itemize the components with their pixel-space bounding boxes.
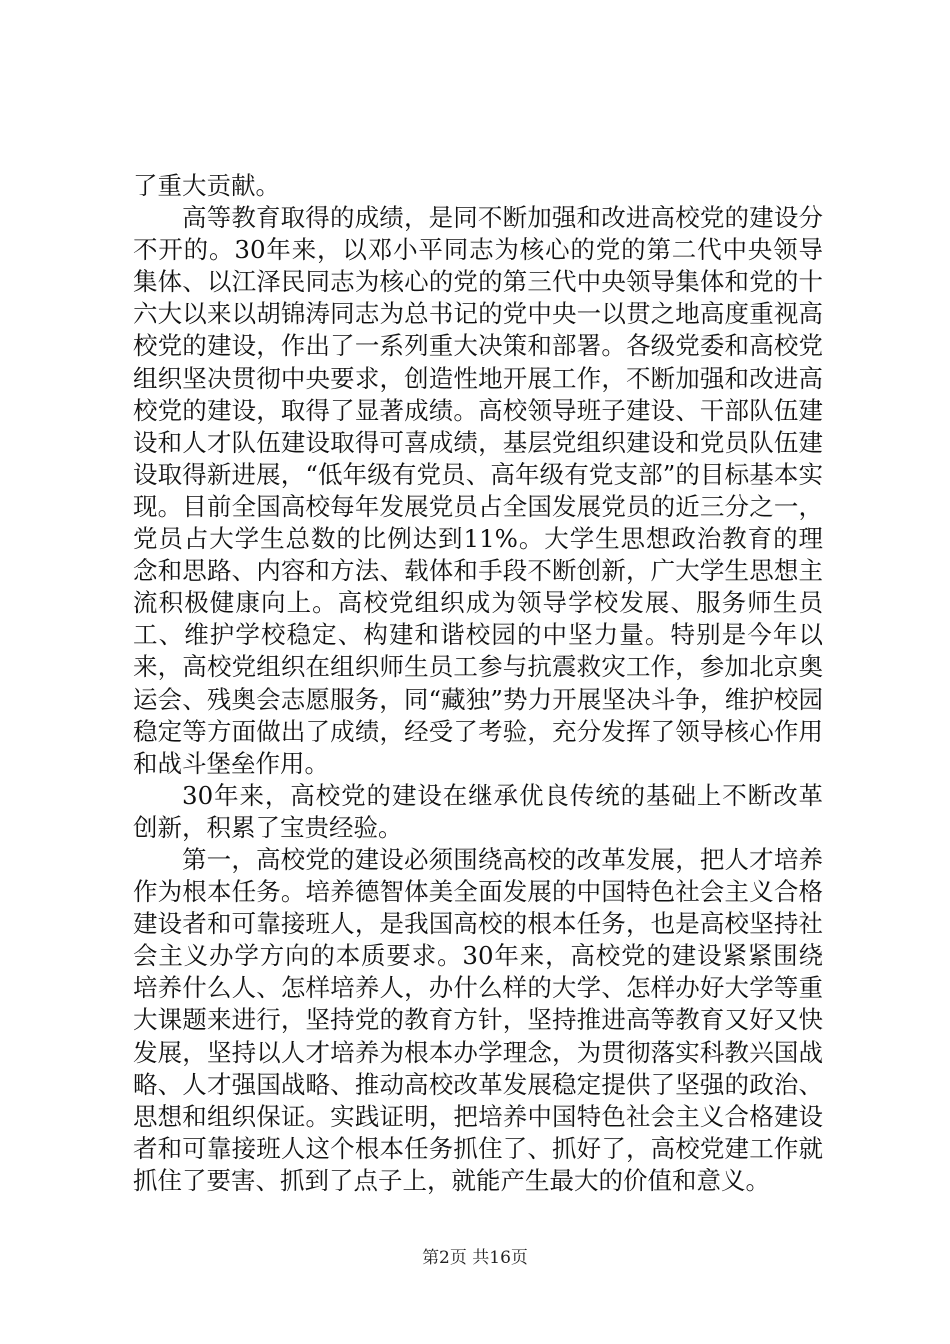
paragraph-first-point: 第一，高校党的建设必须围绕高校的改革发展，把人才培养作为根本任务。培养德智体美全面发展的中国特色社会主义合格建设者和可靠接班人，是我国高校的根本任务，也是高校坚持社会主义办学方向的本质要求。30年来，高校党的建设紧紧围绕培养什么人、怎样培养人，办什么样的大学、怎样办好大学等重大课题来进行，坚持党的教育方针，坚持推进高等教育又好又快发展，坚持以人才培养为根本办学理念，为贯彻落实科教兴国战略、人才强国战略、推动高校改革发展稳定提供了坚强的政治、思想和组织保证。实践证明，把培养中国特色社会主义合格建设者和可靠接班人这个根本任务抓住了、抓好了，高校党建工作就抓住了要害、抓到了点子上，就能产生最大的价值和意义。 [133,844,823,1195]
paragraph-continuation: 了重大贡献。 [133,171,280,200]
paragraph-achievements: 高等教育取得的成绩，是同不断加强和改进高校党的建设分不开的。30年来，以邓小平同志为核心的党的第二代中央领导集体、以江泽民同志为核心的党的第三代中央领导集体和党的十六大以来以胡锦涛同志为总书记的党中央一以贯之地高度重视高校党的建设，作出了一系列重大决策和部署。各级党委和高校党组织坚决贯彻中央要求，创造性地开展工作，不断加强和改进高校党的建设，取得了显著成绩。高校领导班子建设、干部队伍建设和人才队伍建设取得可喜成绩，基层党组织建设和党员队伍建设取得新进展，“低年级有党员、高年级有党支部”的目标基本实现。目前全国高校每年发展党员占全国发展党员的近三分之一，党员占大学生总数的比例达到11%。大学生思想政治教育的理念和思路、内容和方法、载体和手段不断创新，广大学生思想主流积极健康向上。高校党组织成为领导学校发展、服务师生员工、维护学校稳定、构建和谐校园的中坚力量。特别是今年以来，高校党组织在组织师生员工参与抗震救灾工作，参加北京奥运会、残奥会志愿服务，同“藏独”势力开展坚决斗争，维护校园稳定等方面做出了成绩，经受了考验，充分发挥了领导核心作用和战斗堡垒作用。 [133,203,823,778]
page-footer: 第2页 共16页 [422,1248,528,1268]
document-body [133,170,823,1197]
paragraph-experience-intro: 30年来，高校党的建设在继承优良传统的基础上不断改革创新，积累了宝贵经验。 [133,780,823,842]
